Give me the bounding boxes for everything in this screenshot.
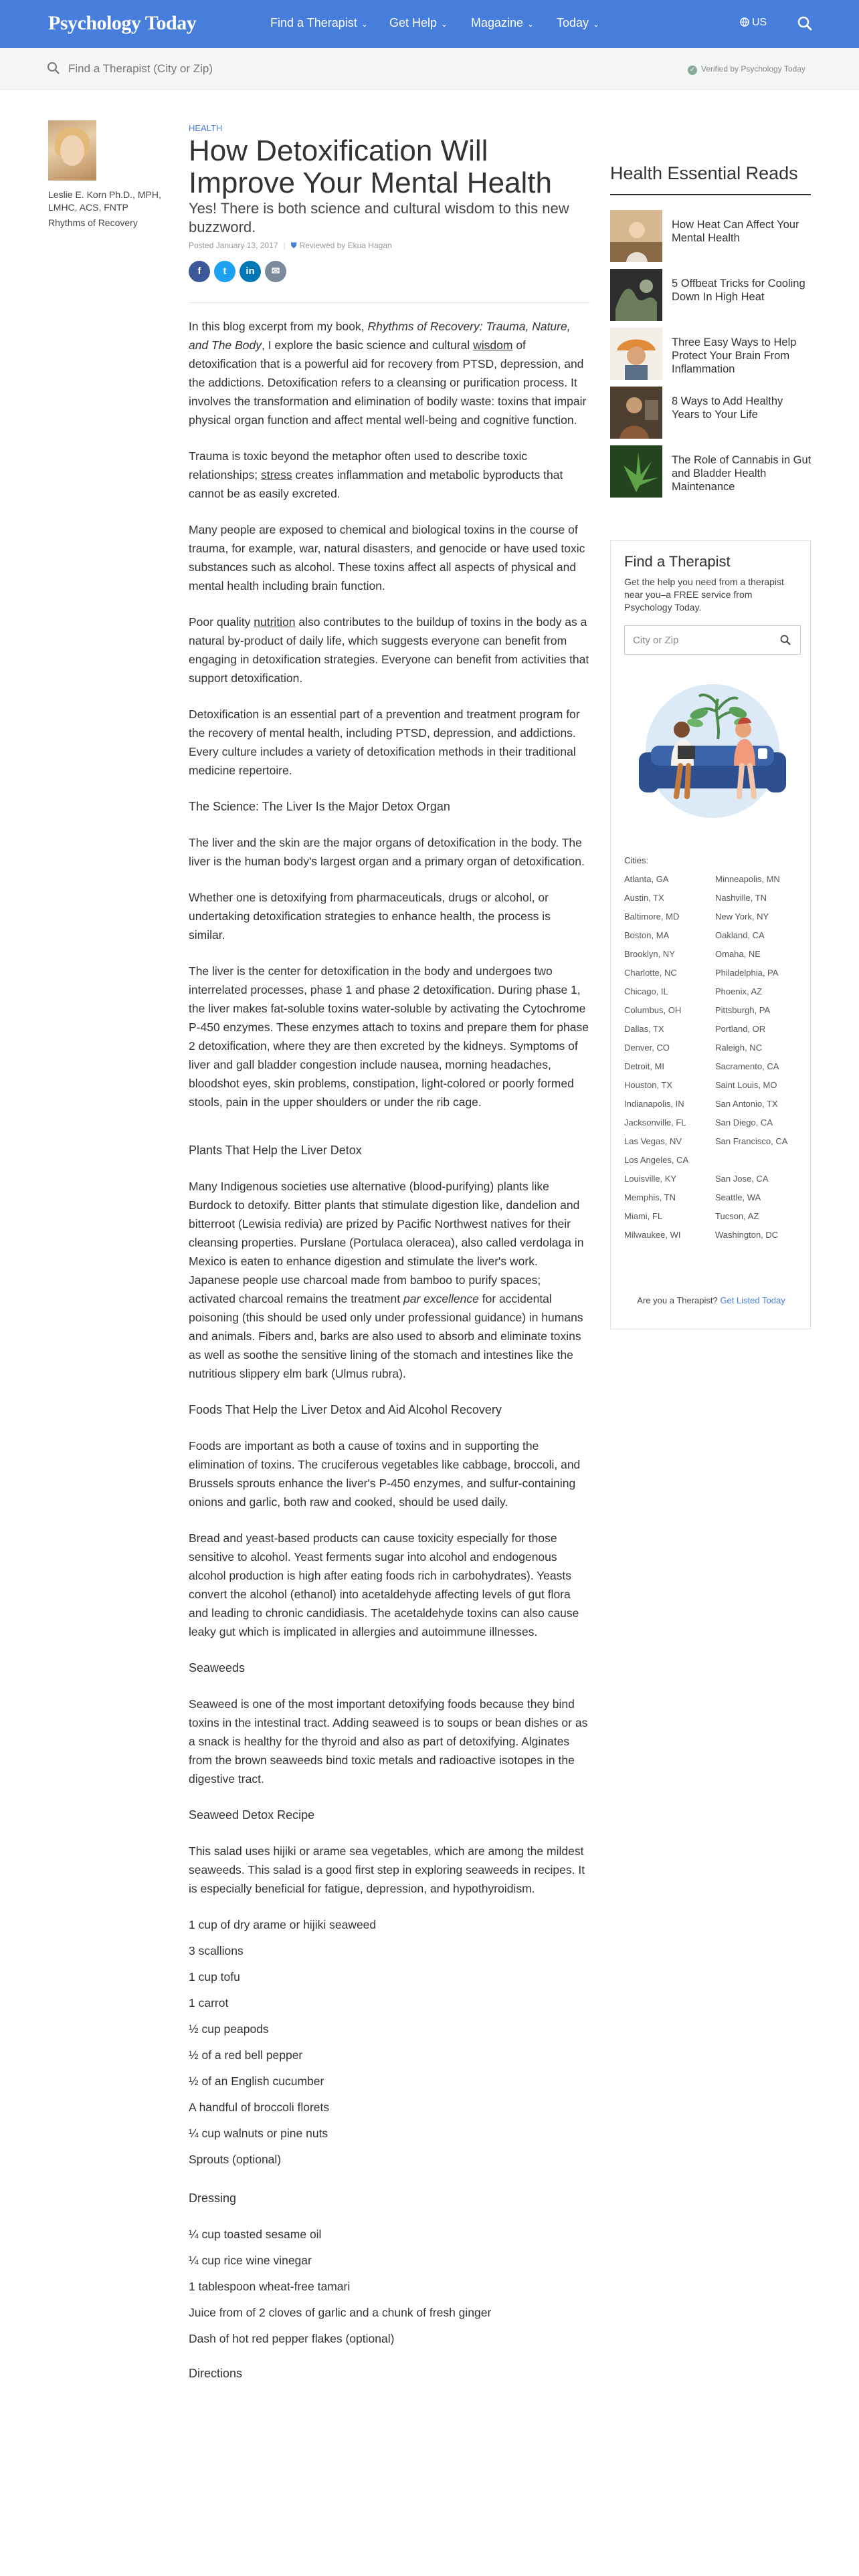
- essential-read-item[interactable]: [610, 445, 811, 498]
- facebook-share-button[interactable]: f: [189, 261, 210, 282]
- divider: [610, 194, 811, 195]
- city-link[interactable]: Louisville, KY: [624, 1174, 677, 1184]
- city-link[interactable]: San Antonio, TX: [715, 1099, 778, 1109]
- widget-title: Find a Therapist: [624, 553, 731, 570]
- city-link[interactable]: Boston, MA: [624, 930, 670, 940]
- paragraph: The liver is the center for detoxification in the body and undergoes two interrelated processes, phase 1 and phase 2 detoxification. During phase 1, the liver makes fat-soluble toxins water-soluble by activating the Cytochrome P-450 enzymes. These enzymes attach to toxins and prepare them for phase 2 detoxification, where they are then excreted by the kidneys. Symptoms of liver and gall bladder congestion include nausea, morning headaches, bloodshot eyes, skin problems, constipation, light-colored or poorly formed stools, pain in the upper shoulders or under the rib cage.: [189, 964, 589, 1109]
- city-link[interactable]: Jacksonville, FL: [624, 1117, 686, 1128]
- topic-link[interactable]: stress: [260, 468, 292, 481]
- city-link[interactable]: Sacramento, CA: [715, 1061, 779, 1071]
- list-item: ¼ cup walnuts or pine nuts: [189, 2127, 328, 2140]
- essential-read-item[interactable]: [610, 328, 811, 380]
- list-item: Sprouts (optional): [189, 2153, 282, 2166]
- nav-label: Today: [557, 16, 589, 29]
- nav-magazine[interactable]: [471, 16, 534, 30]
- city-link[interactable]: Brooklyn, NY: [624, 949, 675, 959]
- city-link[interactable]: Austin, TX: [624, 893, 664, 903]
- list-item: ¼ cup rice wine vinegar: [189, 2254, 312, 2267]
- paragraph: Detoxification is an essential part of a prevention and treatment program for the recovery of mental health, including PTSD, depression, and addictions. Every culture includes a variety of detoxification methods in their traditional medicine repertoire.: [189, 708, 580, 777]
- get-listed-link[interactable]: Get Listed Today: [720, 1295, 785, 1305]
- linkedin-share-button[interactable]: in: [240, 261, 261, 282]
- paragraph: [189, 317, 590, 429]
- topic-link[interactable]: wisdom: [473, 338, 513, 352]
- paragraph: Whether one is detoxifying from pharmaceuticals, drugs or alcohol, or undertaking detoxification strategies to enhance health, the process is similar.: [189, 891, 551, 942]
- city-link[interactable]: Raleigh, NC: [715, 1043, 763, 1053]
- author-photo[interactable]: [48, 120, 96, 181]
- article-thumbnail: [610, 445, 662, 498]
- section-heading: Directions: [189, 2367, 243, 2380]
- chevron-down-icon: ⌄: [527, 19, 535, 29]
- city-link[interactable]: Detroit, MI: [624, 1061, 664, 1071]
- city-link[interactable]: Philadelphia, PA: [715, 968, 779, 978]
- globe-icon: [740, 17, 749, 27]
- city-link[interactable]: Denver, CO: [624, 1043, 670, 1053]
- section-heading: Seaweed Detox Recipe: [189, 1808, 315, 1822]
- reviewed-by: Reviewed by Ekua Hagan: [299, 241, 392, 250]
- list-item: ½ of an English cucumber: [189, 2074, 324, 2088]
- find-therapist-widget: [610, 540, 811, 1329]
- text: also contributes to the buildup of toxins in the body as a natural by-product of daily life, which suggests everyone can benefit from engaging in detoxification strategies. Everyone can benefit from activities that support detoxification.: [189, 615, 589, 685]
- email-share-button[interactable]: ✉: [265, 261, 286, 282]
- therapy-session-illustration: [624, 672, 801, 819]
- nav-label: Magazine: [471, 16, 524, 29]
- city-link[interactable]: Tucson, AZ: [715, 1211, 759, 1221]
- text: creates inflammation and metabolic byproducts that cannot be as easily excreted.: [189, 468, 563, 500]
- paragraph: [189, 1177, 590, 1383]
- essential-read-item[interactable]: [610, 269, 811, 321]
- essential-read-title: Three Easy Ways to Help Protect Your Brain From Inflammation: [672, 336, 797, 375]
- author-blog[interactable]: Rhythms of Recovery: [48, 217, 138, 228]
- city-link[interactable]: Indianapolis, IN: [624, 1099, 684, 1109]
- nav-today[interactable]: [557, 16, 599, 30]
- paragraph: [189, 447, 590, 503]
- author-photo-face: [60, 135, 84, 166]
- city-link[interactable]: Seattle, WA: [715, 1192, 761, 1202]
- topic-link[interactable]: nutrition: [254, 615, 296, 629]
- city-link[interactable]: Houston, TX: [624, 1080, 673, 1090]
- text: In this blog excerpt from my book,: [189, 320, 368, 333]
- article-thumbnail: [610, 387, 662, 439]
- essential-read-title: 8 Ways to Add Healthy Years to Your Life: [672, 395, 783, 421]
- city-link[interactable]: Portland, OR: [715, 1024, 766, 1034]
- widget-footer: [611, 1294, 812, 1307]
- therapist-search-input[interactable]: Find a Therapist (City or Zip): [68, 62, 213, 75]
- city-link[interactable]: San Jose, CA: [715, 1174, 769, 1184]
- paragraph: Foods are important as both a cause of toxins and in supporting the elimination of toxins. The cruciferous vegetables like cabbage, broccoli, and Brussels sprouts enhance the liver's P-450 enzymes, and sulfur-containing onions and garlic, both raw and cooked, should be used daily.: [189, 1439, 581, 1509]
- list-item: Dash of hot red pepper flakes (optional): [189, 2332, 395, 2345]
- city-link[interactable]: San Francisco, CA: [715, 1136, 788, 1146]
- article-body: [189, 317, 590, 2400]
- posted-date: Posted January 13, 2017: [189, 241, 278, 250]
- city-link[interactable]: Charlotte, NC: [624, 968, 677, 978]
- section-heading: Foods That Help the Liver Detox and Aid Alcohol Recovery: [189, 1403, 502, 1416]
- city-link[interactable]: Nashville, TN: [715, 893, 767, 903]
- city-link[interactable]: Saint Louis, MO: [715, 1080, 777, 1090]
- author-byline: [48, 189, 175, 229]
- chevron-down-icon: ⌄: [593, 19, 600, 29]
- dressing-list: [189, 2225, 590, 2348]
- essential-read-title: 5 Offbeat Tricks for Cooling Down In High Heat: [672, 278, 805, 303]
- city-link[interactable]: Phoenix, AZ: [715, 986, 763, 996]
- text: Many Indigenous societies use alternative (blood-purifying) plants like Burdock to detoxify. Bitter plants that stimulate digestion like, dandelion and bitterroot (Lewisia redivia) are prized by Pacific Northwest natives for their cleansing properties. Purslane (Portulaca oleracea), also called verdolaga in Mexico is eaten to enhance digestion and stimulate the liver's work. Japanese people use charcoal made from bamboo to purify spaces; activated charcoal remains the treatment: [189, 1180, 584, 1305]
- widget-description: Get the help you need from a therapist near you–a FREE service from Psychology Today.: [624, 576, 784, 613]
- nav-label: Get Help: [389, 16, 438, 29]
- article-category[interactable]: HEALTH: [189, 123, 223, 133]
- book-title: Rhythms of Recovery: Trauma, Nature, and The Body: [189, 320, 571, 352]
- author-name[interactable]: Leslie E. Korn Ph.D., MPH, LMHC, ACS, FNTP: [48, 189, 161, 213]
- verified-label: Verified by Psychology Today: [701, 64, 805, 74]
- city-link[interactable]: San Diego, CA: [715, 1117, 773, 1128]
- city-zip-input[interactable]: [624, 625, 801, 655]
- city-link[interactable]: Columbus, OH: [624, 1005, 682, 1015]
- city-link[interactable]: Las Vegas, NV: [624, 1136, 682, 1146]
- section-heading: Seaweeds: [189, 1661, 246, 1675]
- city-link[interactable]: Baltimore, MD: [624, 911, 680, 922]
- city-link[interactable]: Minneapolis, MN: [715, 874, 780, 884]
- city-link[interactable]: Omaha, NE: [715, 949, 761, 959]
- list-item: 1 cup tofu: [189, 1970, 240, 1983]
- city-link[interactable]: Washington, DC: [715, 1230, 779, 1240]
- list-item: 1 cup of dry arame or hijiki seaweed: [189, 1918, 377, 1931]
- article-title: How Detoxification Will Improve Your Mental Health: [189, 134, 552, 199]
- verified-badge: [688, 64, 805, 75]
- section-heading: The Science: The Liver Is the Major Detox Organ: [189, 800, 450, 813]
- divider: [189, 302, 590, 303]
- city-link[interactable]: Memphis, TN: [624, 1192, 676, 1202]
- text: Trauma is toxic beyond the metaphor often used to describe toxic relationships;: [189, 449, 528, 481]
- therapist-search-bar: [0, 48, 859, 90]
- text: of detoxification that is a powerful aid for recovery from PTSD, depression, and the addictions. Detoxification refers to a cleansing or purification process. It involves the transformation and elimination of bodily waste: toxins that impair physical organ function and affect mental well-being and cognitive function.: [189, 338, 587, 427]
- article-thumbnail: [610, 328, 662, 380]
- nav-label: Find a Therapist: [270, 16, 357, 29]
- search-icon: [47, 62, 60, 75]
- list-item: 1 tablespoon wheat-free tamari: [189, 2280, 351, 2293]
- article-meta: [189, 241, 392, 251]
- ingredient-list: [189, 1915, 590, 2169]
- paragraph: [189, 613, 590, 687]
- twitter-share-button[interactable]: t: [214, 261, 235, 282]
- essential-read-title: How Heat Can Affect Your Mental Health: [672, 219, 799, 244]
- list-item: 1 carrot: [189, 1996, 229, 2010]
- chevron-down-icon: ⌄: [361, 19, 368, 29]
- emphasis: par excellence: [403, 1292, 479, 1305]
- list-item: ½ cup peapods: [189, 2022, 269, 2036]
- text: for accidental poisoning (this should be used only under professional guidance) in humans and animals. Fibers and, barks are also used to absorb and eliminate toxins as well as soothe the sensitive lining of the stomach and intestines like the nutritious slippery elm bark (Ulmus rubra).: [189, 1292, 583, 1380]
- top-navigation: [0, 0, 859, 48]
- list-item: ¼ cup toasted sesame oil: [189, 2228, 322, 2241]
- list-item: 3 scallions: [189, 1944, 244, 1957]
- essential-read-title: The Role of Cannabis in Gut and Bladder Health Maintenance: [672, 454, 812, 493]
- region-label: US: [752, 17, 767, 28]
- list-item: ½ of a red bell pepper: [189, 2048, 303, 2062]
- paragraph: Seaweed is one of the most important detoxifying foods because they bind toxins in the intestinal tract. Adding seaweed is to soups or bean dishes or as a snack is healthy for the thyroid and also as part of detoxifying. Alginates from the brown seaweeds bind toxic metals and radioactive isotopes in the digestive tract.: [189, 1697, 588, 1786]
- article-thumbnail: [610, 210, 662, 262]
- text: , I explore the basic science and cultural: [261, 338, 474, 352]
- essential-reads-title: Health Essential Reads: [610, 163, 798, 183]
- essential-read-item[interactable]: [610, 387, 811, 439]
- section-heading: Dressing: [189, 2191, 237, 2205]
- paragraph: This salad uses hijiki or arame sea vegetables, which are among the mildest seaweeds. This salad is a good first step in exploring seaweeds in recipes. It is especially beneficial for fatigue, depression, and hypothyroidism.: [189, 1844, 585, 1895]
- city-link[interactable]: Pittsburgh, PA: [715, 1005, 771, 1015]
- paragraph: The liver and the skin are the major organs of detoxification in the body. The liver is the human body's largest organ and a primary organ of detoxification.: [189, 836, 585, 868]
- city-link[interactable]: Dallas, TX: [624, 1024, 664, 1034]
- city-link[interactable]: Los Angeles, CA: [624, 1155, 689, 1165]
- city-link[interactable]: Miami, FL: [624, 1211, 663, 1221]
- nav-find-therapist[interactable]: [270, 16, 368, 30]
- shield-icon: ⛊: [290, 241, 297, 250]
- article-subtitle: Yes! There is both science and cultural wisdom to this new buzzword.: [189, 200, 569, 235]
- section-heading: Plants That Help the Liver Detox: [189, 1144, 362, 1157]
- site-logo[interactable]: Psychology Today: [48, 12, 197, 34]
- city-link[interactable]: Milwaukee, WI: [624, 1230, 681, 1240]
- region-selector[interactable]: [740, 17, 767, 29]
- meta-divider: |: [283, 241, 286, 250]
- city-link[interactable]: Chicago, IL: [624, 986, 668, 996]
- therapist-question: Are you a Therapist?: [637, 1295, 718, 1305]
- text: Poor quality: [189, 615, 254, 629]
- chevron-down-icon: ⌄: [441, 19, 448, 29]
- nav-get-help[interactable]: [389, 16, 448, 30]
- list-item: A handful of broccoli florets: [189, 2101, 330, 2114]
- input-placeholder: City or Zip: [633, 635, 679, 646]
- list-item: Juice from of 2 cloves of garlic and a chunk of fresh ginger: [189, 2306, 492, 2319]
- cities-label: Cities:: [624, 855, 649, 865]
- paragraph: Many people are exposed to chemical and biological toxins in the course of trauma, for example, war, natural disasters, and genocide or have used toxic substances such as alcohol. These toxins affect all aspects of physical and mental health including brain function.: [189, 523, 585, 593]
- share-buttons: [189, 261, 290, 282]
- city-link[interactable]: Oakland, CA: [715, 930, 765, 940]
- search-icon[interactable]: [780, 635, 791, 645]
- paragraph: Bread and yeast-based products can cause toxicity especially for those sensitive to alcohol. Yeast ferments sugar into alcohol and endogenous alcohol production is high after eating foods rich in carbohydrates). Yeasts convert the alcohol (ethanol) into acetaldehyde affecting levels of gut flora and leading to chronic candidiasis. The acetaldehyde toxins can also cause leaky gut which is implicated in allergies and autoimmune illnesses.: [189, 1531, 579, 1638]
- city-link[interactable]: New York, NY: [715, 911, 769, 922]
- essential-read-item[interactable]: [610, 210, 811, 262]
- check-icon: ✓: [688, 66, 697, 75]
- search-icon[interactable]: [796, 15, 814, 32]
- article-thumbnail: [610, 269, 662, 321]
- city-link[interactable]: Atlanta, GA: [624, 874, 669, 884]
